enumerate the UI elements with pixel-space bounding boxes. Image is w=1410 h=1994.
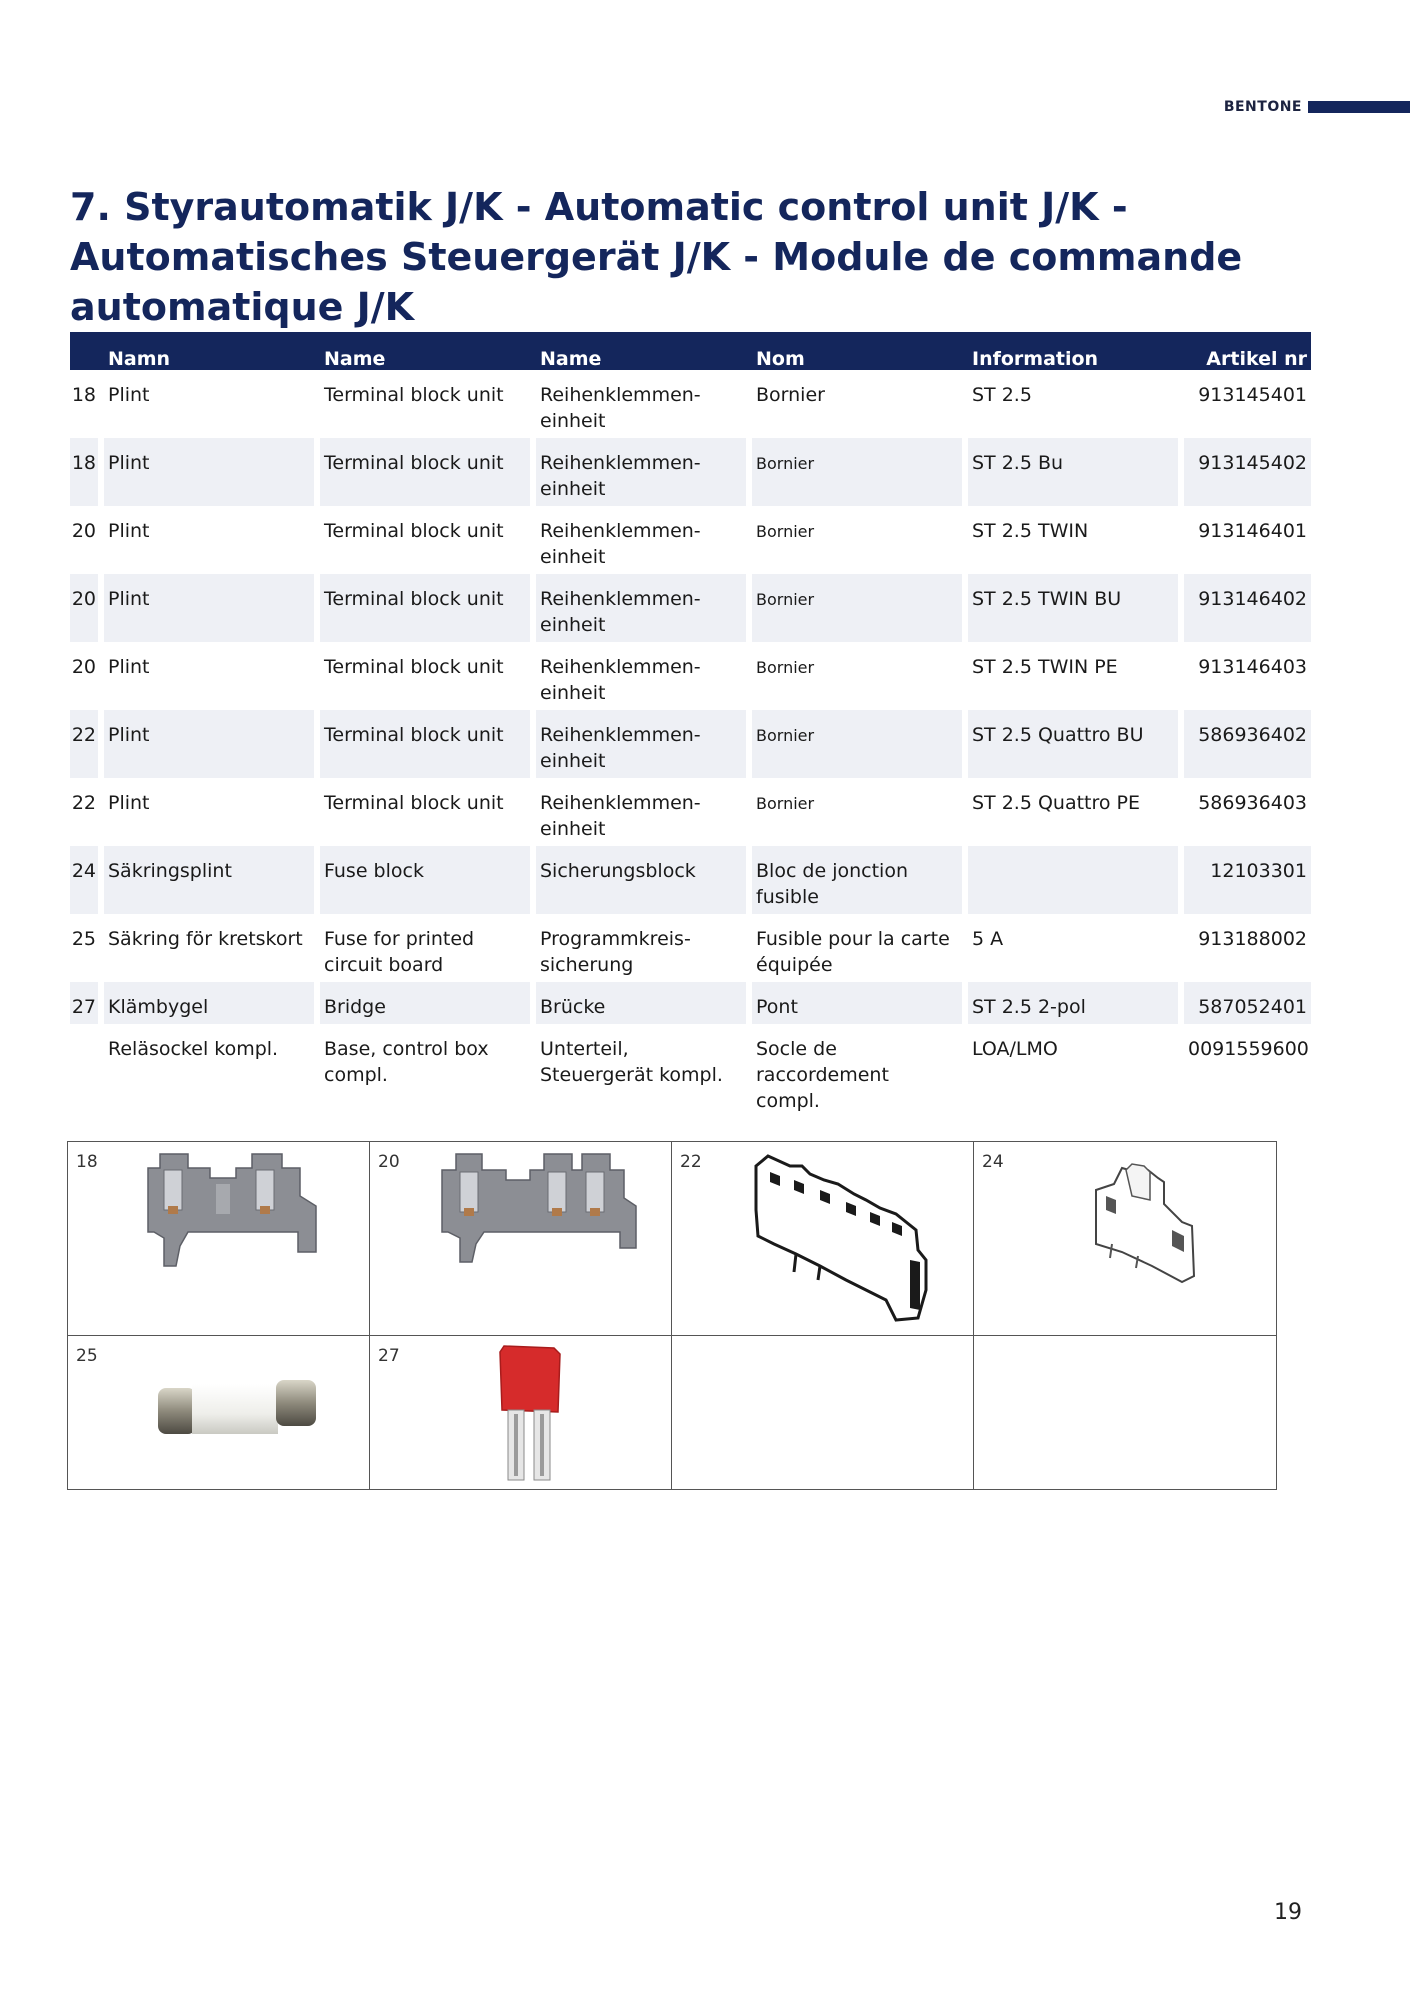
cell-name-en	[320, 846, 536, 914]
cell-name-de	[536, 370, 752, 438]
cell-pos	[70, 914, 104, 982]
cell-nom	[752, 710, 968, 778]
cell-pos	[70, 506, 104, 574]
cell-nom	[752, 914, 968, 982]
cell-pos	[70, 370, 104, 438]
cell-name-en	[320, 506, 536, 574]
cell-pos	[70, 574, 104, 642]
header-pos	[70, 332, 104, 370]
table-row	[70, 982, 1311, 1024]
cell-name-de-text: Programmkreis-sicherung	[540, 928, 691, 976]
cell-nom-text: Socle de raccordement compl.	[756, 1038, 889, 1112]
cell-nom	[752, 438, 968, 506]
cell-name-de	[536, 438, 752, 506]
image-cell	[68, 1142, 370, 1336]
cell-pos-text: 20	[71, 588, 96, 610]
cell-nom	[752, 982, 968, 1024]
image-label: 18	[76, 1152, 98, 1172]
cell-pos	[70, 1024, 104, 1114]
table-row	[70, 506, 1311, 574]
cell-pos	[70, 438, 104, 506]
header-name-en: Name	[320, 332, 536, 370]
cell-name-en	[320, 778, 536, 846]
cell-information	[968, 370, 1184, 438]
cell-artikel-text: 586936402	[1198, 724, 1307, 746]
image-cell	[672, 1142, 974, 1336]
cell-name-en-text: Terminal block unit	[324, 452, 504, 474]
cell-name-en-text: Terminal block unit	[324, 792, 504, 814]
cell-artikel	[1184, 710, 1311, 778]
cell-name-en-text: Fuse block	[324, 860, 424, 882]
fuse-block-image	[1092, 1156, 1198, 1286]
cell-information-text: ST 2.5 TWIN	[972, 520, 1089, 542]
cell-name-de	[536, 982, 752, 1024]
cell-information-text: ST 2.5 TWIN PE	[972, 656, 1118, 678]
cell-name-en	[320, 1024, 536, 1114]
cell-name-en-text: Base, control box compl.	[324, 1038, 489, 1086]
cell-name-en	[320, 642, 536, 710]
cell-name-en	[320, 914, 536, 982]
cell-nom-text: Bornier	[756, 590, 815, 609]
image-label: 25	[76, 1346, 98, 1366]
cell-artikel	[1184, 778, 1311, 846]
cell-name-de-text: Reihenklemmen-einheit	[540, 452, 701, 500]
cell-nom	[752, 778, 968, 846]
cell-nom-text: Bornier	[756, 454, 815, 473]
cell-name-de-text: Reihenklemmen-einheit	[540, 792, 701, 840]
page-number: 19	[1274, 1900, 1302, 1925]
cell-information	[968, 642, 1184, 710]
cell-information	[968, 846, 1184, 914]
cell-nom	[752, 642, 968, 710]
cell-nom-text: Bornier	[756, 658, 815, 677]
cell-namn	[104, 642, 320, 710]
cell-nom	[752, 574, 968, 642]
cell-nom-text: Bornier	[756, 384, 825, 406]
cell-nom-text: Fusible pour la carte équipée	[756, 928, 950, 976]
header-namn: Namn	[104, 332, 320, 370]
cell-pos-text: 27	[71, 996, 96, 1018]
cell-namn-text: Plint	[108, 520, 150, 542]
cell-information-text: LOA/LMO	[972, 1038, 1058, 1060]
cell-namn-text: Säkringsplint	[108, 860, 232, 882]
cell-namn	[104, 574, 320, 642]
cell-artikel-text: 913145402	[1198, 452, 1307, 474]
table-header-row	[70, 332, 1311, 370]
cell-nom-text: Bloc de jonction fusible	[756, 860, 908, 908]
cell-information-text: ST 2.5 TWIN BU	[972, 588, 1122, 610]
cell-nom	[752, 506, 968, 574]
cell-information	[968, 982, 1184, 1024]
cell-information	[968, 914, 1184, 982]
cell-name-de-text: Sicherungsblock	[540, 860, 696, 882]
cell-artikel-text: 913146403	[1198, 656, 1307, 678]
cell-namn-text: Plint	[108, 452, 150, 474]
cell-pos	[70, 846, 104, 914]
cell-name-de	[536, 778, 752, 846]
terminal-block-twin-image	[434, 1148, 642, 1272]
table-row	[70, 778, 1311, 846]
cell-pos-text: 22	[71, 792, 96, 814]
image-label: 22	[680, 1152, 702, 1172]
cell-artikel	[1184, 438, 1311, 506]
cell-artikel-text: 913188002	[1198, 928, 1307, 950]
cell-name-en	[320, 438, 536, 506]
cell-name-de	[536, 642, 752, 710]
cell-artikel-text: 0091559600	[1188, 1038, 1309, 1060]
brand-header	[1224, 100, 1410, 114]
cell-information	[968, 506, 1184, 574]
table-row	[70, 370, 1311, 438]
cell-name-en-text: Bridge	[324, 996, 386, 1018]
cell-namn	[104, 1024, 320, 1114]
cell-namn-text: Plint	[108, 384, 150, 406]
cell-name-de-text: Reihenklemmen-einheit	[540, 724, 701, 772]
image-cell	[370, 1142, 672, 1336]
cell-artikel-text: 913146401	[1198, 520, 1307, 542]
cell-namn	[104, 710, 320, 778]
cell-nom-text: Bornier	[756, 522, 815, 541]
cell-name-de	[536, 506, 752, 574]
cell-artikel	[1184, 506, 1311, 574]
cell-pos-text: 22	[71, 724, 96, 746]
cell-name-en	[320, 574, 536, 642]
table-row	[70, 710, 1311, 778]
cell-pos	[70, 642, 104, 710]
cell-nom	[752, 846, 968, 914]
cell-namn-text: Plint	[108, 724, 150, 746]
cell-name-en-text: Terminal block unit	[324, 588, 504, 610]
cell-name-de	[536, 1024, 752, 1114]
cell-name-de-text: Brücke	[540, 996, 606, 1018]
cell-artikel-text: 586936403	[1198, 792, 1307, 814]
header-nom: Nom	[752, 332, 968, 370]
image-label: 27	[378, 1346, 400, 1366]
brand-name: BENTONE	[1223, 99, 1302, 115]
cell-artikel-text: 913145401	[1198, 384, 1307, 406]
table-row	[70, 846, 1311, 914]
cell-name-de	[536, 846, 752, 914]
image-cell	[672, 1336, 974, 1489]
cell-namn-text: Reläsockel kompl.	[108, 1038, 279, 1060]
cell-artikel-text: 913146402	[1198, 588, 1307, 610]
cell-pos-text: 25	[71, 928, 96, 950]
cell-artikel	[1184, 642, 1311, 710]
cell-artikel	[1184, 574, 1311, 642]
cell-name-de-text: Reihenklemmen-einheit	[540, 588, 701, 636]
fuse-image	[152, 1374, 322, 1444]
table-row	[70, 574, 1311, 642]
table-row	[70, 438, 1311, 506]
cell-pos	[70, 982, 104, 1024]
cell-information-text: 5 A	[972, 928, 1004, 950]
cell-name-de-text: Unterteil, Steuergerät kompl.	[540, 1038, 723, 1086]
cell-information	[968, 710, 1184, 778]
cell-information-text: ST 2.5 2-pol	[972, 996, 1086, 1018]
cell-namn	[104, 506, 320, 574]
terminal-block-image	[140, 1148, 326, 1272]
cell-artikel	[1184, 982, 1311, 1024]
cell-name-en-text: Terminal block unit	[324, 520, 504, 542]
image-cell	[974, 1336, 1276, 1489]
header-information: Information	[968, 332, 1184, 370]
brand-bar	[1308, 101, 1410, 113]
image-label: 24	[982, 1152, 1004, 1172]
image-label: 20	[378, 1152, 400, 1172]
cell-nom-text: Pont	[756, 996, 798, 1018]
image-cell	[974, 1142, 1276, 1336]
cell-name-en	[320, 710, 536, 778]
cell-nom-text: Bornier	[756, 726, 815, 745]
cell-namn-text: Klämbygel	[108, 996, 209, 1018]
cell-information-text: ST 2.5	[972, 384, 1032, 406]
cell-name-en-text: Terminal block unit	[324, 656, 504, 678]
image-cell	[68, 1336, 370, 1489]
cell-name-de-text: Reihenklemmen-einheit	[540, 656, 701, 704]
cell-pos	[70, 710, 104, 778]
cell-nom-text: Bornier	[756, 794, 815, 813]
cell-name-en	[320, 982, 536, 1024]
cell-pos-text: 20	[71, 656, 96, 678]
cell-pos-text: 20	[71, 520, 96, 542]
cell-pos-text: 18	[71, 452, 96, 474]
cell-namn	[104, 778, 320, 846]
cell-information-text: ST 2.5 Quattro PE	[972, 792, 1141, 814]
cell-pos-text: 18	[71, 384, 96, 406]
cell-name-de	[536, 710, 752, 778]
table-row	[70, 914, 1311, 982]
cell-artikel	[1184, 370, 1311, 438]
terminal-block-quattro-image	[750, 1150, 932, 1326]
cell-namn-text: Säkring för kretskort	[108, 928, 303, 950]
bridge-image	[496, 1344, 566, 1486]
cell-nom	[752, 370, 968, 438]
cell-artikel	[1184, 1024, 1311, 1114]
cell-namn-text: Plint	[108, 792, 150, 814]
cell-name-de	[536, 574, 752, 642]
parts-image-grid	[67, 1141, 1277, 1490]
cell-nom	[752, 1024, 968, 1114]
table-row	[70, 1024, 1311, 1114]
cell-namn	[104, 370, 320, 438]
cell-name-en-text: Terminal block unit	[324, 724, 504, 746]
cell-artikel-text: 12103301	[1210, 860, 1307, 882]
cell-namn-text: Plint	[108, 656, 150, 678]
cell-artikel	[1184, 914, 1311, 982]
cell-information	[968, 574, 1184, 642]
cell-name-en-text: Fuse for printed circuit board	[324, 928, 475, 976]
cell-information	[968, 1024, 1184, 1114]
parts-table	[70, 332, 1311, 1114]
header-artikel: Artikel nr	[1184, 332, 1311, 370]
table-row	[70, 642, 1311, 710]
cell-namn	[104, 982, 320, 1024]
cell-information	[968, 438, 1184, 506]
cell-artikel-text: 587052401	[1198, 996, 1307, 1018]
cell-artikel	[1184, 846, 1311, 914]
cell-name-de-text: Reihenklemmen-einheit	[540, 384, 701, 432]
cell-information-text: ST 2.5 Quattro BU	[972, 724, 1144, 746]
page-title: 7. Styrautomatik J/K - Automatic control unit J/K - Automatisches Steuergerät J/K - Module de commande automatique J/K	[70, 185, 1243, 329]
cell-name-de	[536, 914, 752, 982]
cell-name-de-text: Reihenklemmen-einheit	[540, 520, 701, 568]
cell-name-en-text: Terminal block unit	[324, 384, 504, 406]
cell-pos-text: 24	[71, 860, 96, 882]
cell-information	[968, 778, 1184, 846]
cell-pos	[70, 778, 104, 846]
image-cell	[370, 1336, 672, 1489]
cell-information-text: ST 2.5 Bu	[972, 452, 1064, 474]
cell-namn	[104, 846, 320, 914]
cell-namn	[104, 914, 320, 982]
header-name-de: Name	[536, 332, 752, 370]
cell-name-en	[320, 370, 536, 438]
cell-namn	[104, 438, 320, 506]
cell-namn-text: Plint	[108, 588, 150, 610]
